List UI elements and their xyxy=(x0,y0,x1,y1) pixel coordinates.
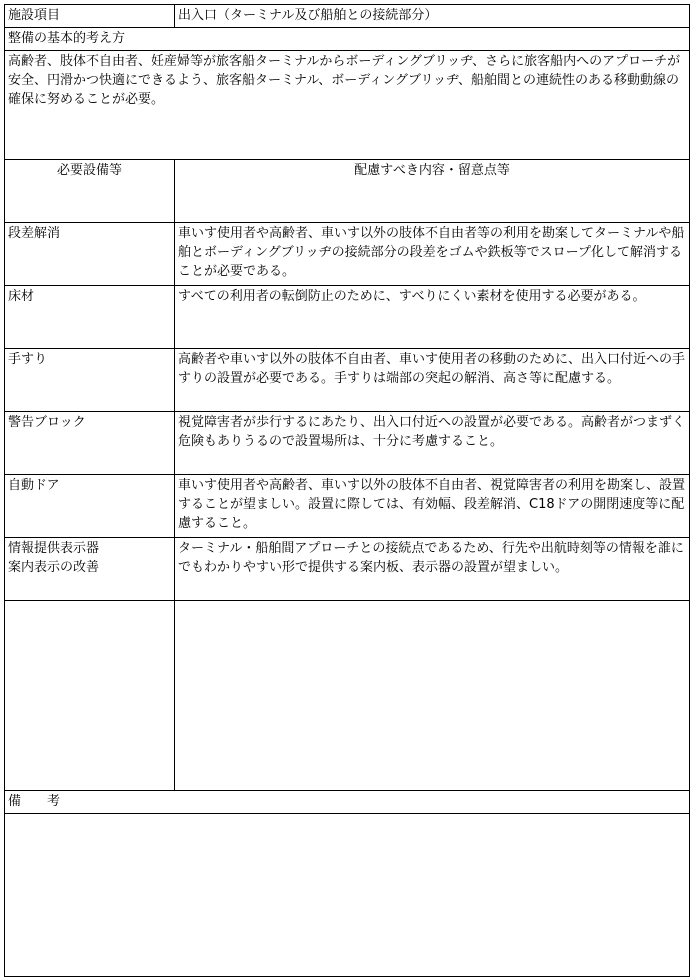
basic-text-row xyxy=(5,51,690,160)
facility-item-label: 施設項目 xyxy=(5,5,175,28)
consideration-text: 車いす使用者や高齢者、車いす以外の肢体不自由者等の利用を勘案してターミナルや船舶とボーディングブリッヂの接続部分の段差をゴムや鉄板等でスロープ化して解消することが必要である。 xyxy=(175,223,690,286)
header-row xyxy=(5,5,690,28)
remarks-body-row xyxy=(5,814,690,977)
consideration-text: 車いす使用者や高齢者、車いす以外の肢体不自由者、視覚障害者の利用を勘案し、設置することが望ましい。設置に際しては、有効幅、段差解消、C18ドアの開閉速度等に配慮すること。 xyxy=(175,475,690,538)
facility-table xyxy=(4,4,690,977)
column-header-row xyxy=(5,160,690,223)
consideration-text: 高齢者や車いす以外の肢体不自由者、車いす使用者の移動のために、出入口付近への手すりの設置が必要である。手すりは端部の突起の解消、高さ等に配慮する。 xyxy=(175,349,690,412)
equipment-column-header: 必要設備等 xyxy=(5,160,175,223)
equipment-name: 手すり xyxy=(5,349,175,412)
empty-cell xyxy=(175,601,690,791)
empty-row xyxy=(5,601,690,791)
basic-title-row xyxy=(5,28,690,51)
consideration-text: すべての利用者の転倒防止のために、すべりにくい素材を使用する必要がある。 xyxy=(175,286,690,349)
table-row xyxy=(5,412,690,475)
facility-sheet xyxy=(4,4,690,977)
table-row xyxy=(5,223,690,286)
equipment-name: 段差解消 xyxy=(5,223,175,286)
remarks-label: 備 考 xyxy=(5,791,690,814)
equipment-name: 警告ブロック xyxy=(5,412,175,475)
empty-cell xyxy=(5,601,175,791)
basic-policy-title: 整備の基本的考え方 xyxy=(5,28,690,51)
consideration-text: 視覚障害者が歩行するにあたり、出入口付近への設置が必要である。高齢者がつまずく危険もありうるので設置場所は、十分に考慮すること。 xyxy=(175,412,690,475)
considerations-column-header: 配慮すべき内容・留意点等 xyxy=(175,160,690,223)
equipment-name: 床材 xyxy=(5,286,175,349)
table-row xyxy=(5,475,690,538)
table-row xyxy=(5,538,690,601)
table-row xyxy=(5,286,690,349)
basic-policy-text: 高齢者、肢体不自由者、妊産婦等が旅客船ターミナルからボーディングブリッヂ、さらに旅客船内へのアプローチが安全、円滑かつ快適にできるよう、旅客船ターミナル、ボーディングブリッヂ、船舶間との連続性のある移動動線の確保に努めることが必要。 xyxy=(5,51,690,160)
table-row xyxy=(5,349,690,412)
equipment-name: 情報提供表示器 案内表示の改善 xyxy=(5,538,175,601)
remarks-text xyxy=(5,814,690,977)
consideration-text: ターミナル・船舶間アプローチとの接続点であるため、行先や出航時刻等の情報を誰にでもわかりやすい形で提供する案内板、表示器の設置が望ましい。 xyxy=(175,538,690,601)
remarks-label-row xyxy=(5,791,690,814)
equipment-name: 自動ドア xyxy=(5,475,175,538)
facility-item-value: 出入口（ターミナル及び船舶との接続部分） xyxy=(175,5,690,28)
